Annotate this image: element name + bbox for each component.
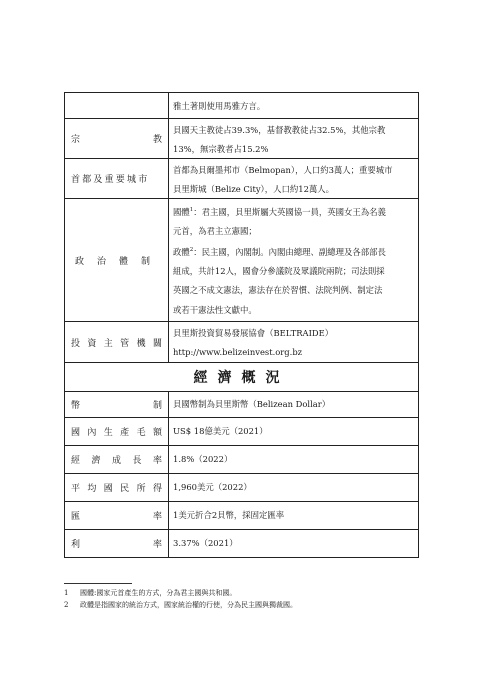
row-value: 3.37%（2021） (169, 530, 419, 557)
table-row-capital (65, 159, 419, 199)
row-label: 平 均 國 民 所 得 (65, 474, 169, 501)
row-label: 國 內 生 產 毛 額 (65, 418, 169, 445)
row-label: 利 率 (65, 530, 169, 557)
row-label: 政 治 體 制 (65, 199, 169, 321)
row-label: 匯 率 (65, 502, 169, 529)
row-value: US$ 18億美元（2021） (169, 418, 419, 445)
row-value: 貝里斯投資貿易發展協會（BELTRAIDE） http://www.belizeinvest.org.bz (169, 322, 419, 362)
footnote: 2 政體是指國家的統治方式，國家統治權的行使，分為民主國與獨裁國。 (64, 601, 297, 609)
footnote-divider (64, 583, 132, 584)
row-label: 宗 教 (65, 119, 169, 158)
row-value: 1美元折合2貝幣，採固定匯率 (169, 502, 419, 529)
footnote-ref: 2 (189, 247, 194, 254)
table-row-growth (65, 446, 419, 474)
footnote: 1 國體:國家元首產生的方式，分為君主國與共和國。 (64, 589, 237, 597)
table-row-investment (65, 322, 419, 363)
table-row-exchange (65, 502, 419, 530)
table-row (65, 93, 419, 119)
row-label: 經 濟 成 長 率 (65, 446, 169, 473)
table-row-religion (65, 119, 419, 159)
table-row-currency (65, 392, 419, 418)
row-label (65, 93, 169, 118)
row-label: 幣 制 (65, 392, 169, 417)
footnote-ref: 1 (189, 207, 194, 213)
table-row-income (65, 474, 419, 502)
country-info-table (64, 92, 419, 558)
row-value: 國體$^1$：君主國，貝里斯屬大英國協一員，英國女王為名義 元首，為君主立憲國； 政體$^2$：民主國，內閣制。內閣由總理、副總理及各部部長 組成，共計12人，國會分參議院及眾議院兩院；司法則採 英國之不成文憲法，憲法存在於習慣、法院判例、制定法 或若干憲法性文獻中。 (169, 199, 419, 321)
row-label: 首都及重要城市 (65, 159, 169, 198)
row-value: 1,960美元（2022） (169, 474, 419, 501)
section-title: 經濟概況 (65, 363, 419, 391)
row-value: 雅土著則使用馬雅方言。 (169, 93, 419, 118)
section-header-row (65, 363, 419, 392)
row-value: 首都為貝爾墨邦市（Belmopan），人口約3萬人；重要城市 貝里斯城（Belize City），人口約12萬人。 (169, 159, 419, 198)
row-label: 投 資 主 管 機 關 (65, 322, 169, 362)
row-value: 貝國幣制為貝里斯幣（Belizean Dollar） (169, 392, 419, 417)
row-value: 1.8%（2022） (169, 446, 419, 473)
table-row-politics (65, 199, 419, 322)
table-row-interest (65, 530, 419, 558)
row-value: 貝國天主教徒占39.3%，基督教教徒占32.5%，其他宗教 13%，無宗教者占15.2% (169, 119, 419, 158)
table-row-gdp (65, 418, 419, 446)
